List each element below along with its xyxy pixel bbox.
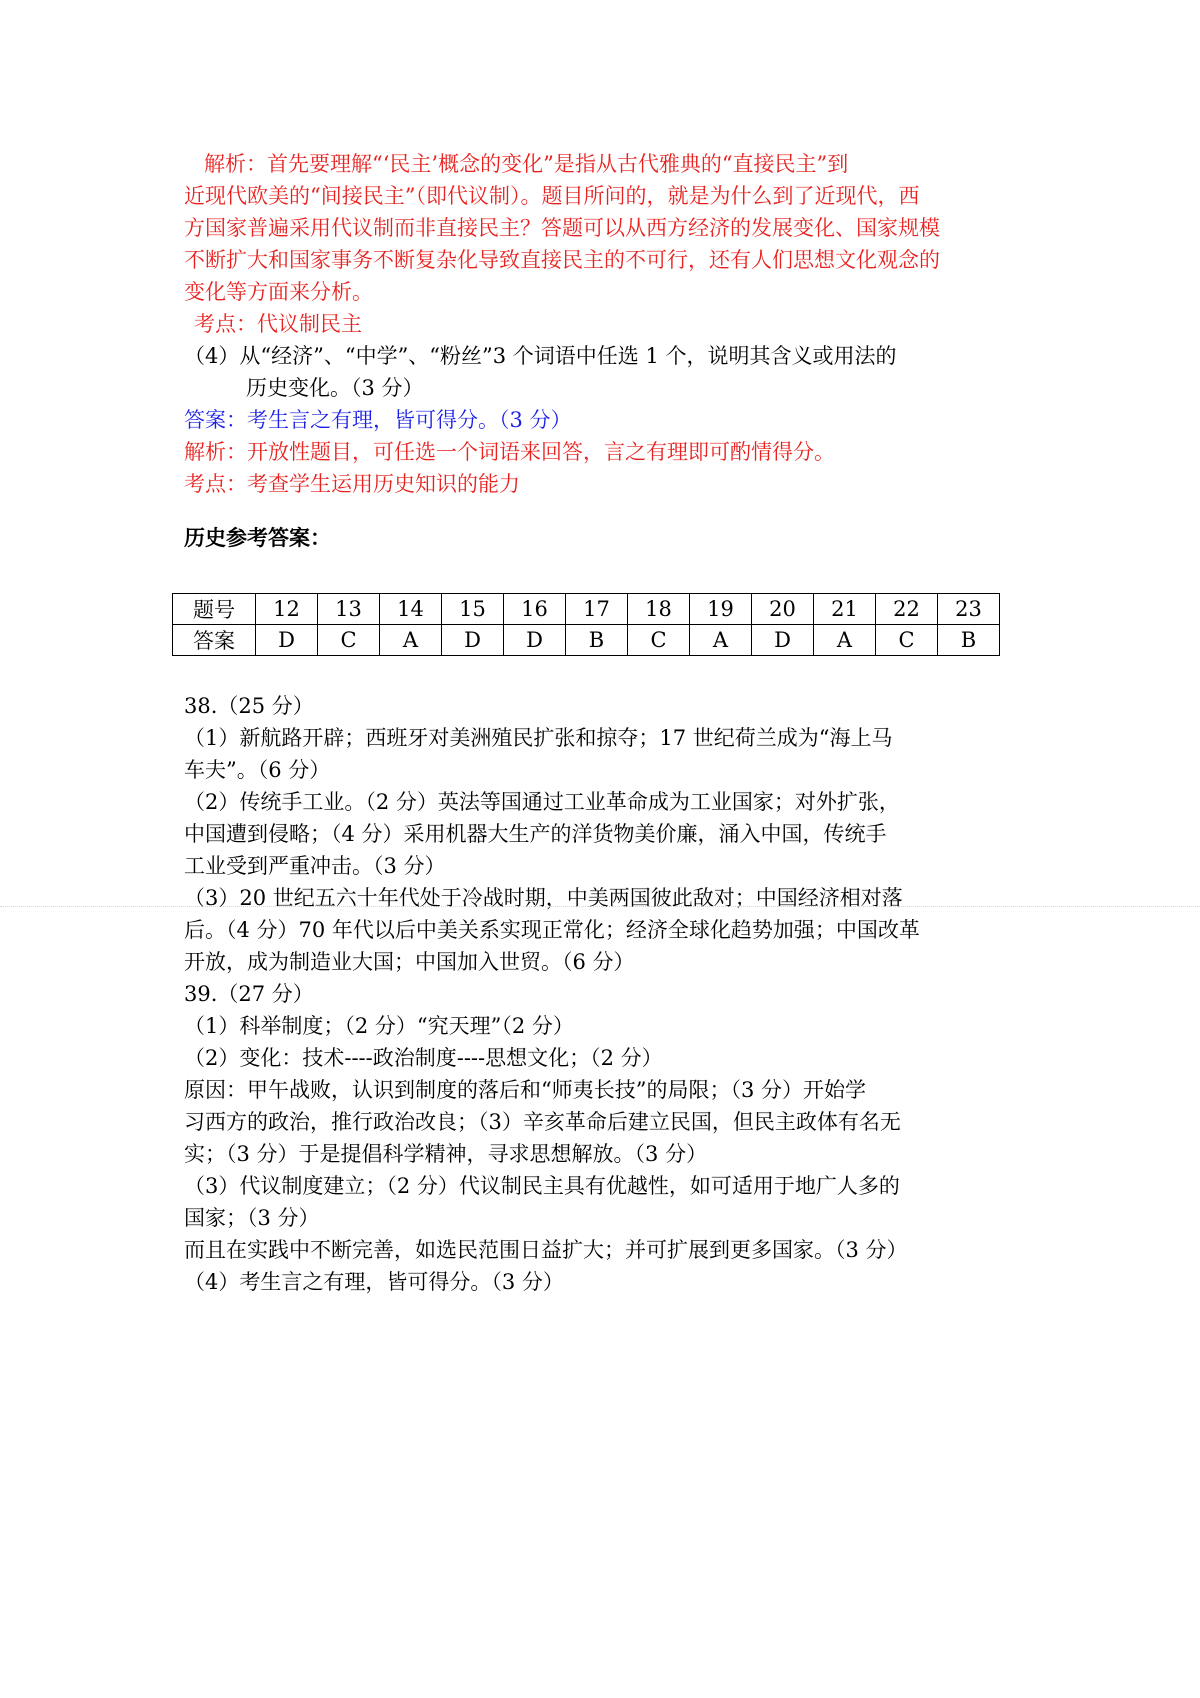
question-number-cell: 13 (318, 594, 380, 625)
question-number-cell: 17 (566, 594, 628, 625)
answer-key-heading: 历史参考答案： (184, 526, 331, 550)
q39-line: （1）科举制度；（2 分）“究天理”（2 分） (184, 1014, 574, 1038)
table-row (173, 625, 1000, 656)
answer-cell: A (690, 625, 752, 656)
question-number-cell: 19 (690, 594, 752, 625)
answer-cell: C (876, 625, 938, 656)
analysis-line: 方国家普遍采用代议制而非直接民主？答题可以从西方经济的发展变化、国家规模 (184, 216, 940, 240)
answer-cell: B (566, 625, 628, 656)
q39-line: 39.（27 分） (184, 982, 314, 1006)
q39-line: 国家；（3 分） (184, 1206, 320, 1230)
q39-line: 原因：甲午战败，认识到制度的落后和“师夷长技”的局限；（3 分）开始学 (184, 1078, 867, 1102)
table-row (173, 594, 1000, 625)
question-4 (184, 340, 1027, 500)
question-number-cell: 21 (814, 594, 876, 625)
question-number-cell: 23 (938, 594, 1000, 625)
page-divider (0, 906, 1200, 907)
kaodian-label: 考点：代议制民主 (194, 312, 362, 336)
answer-cell: A (814, 625, 876, 656)
q38-line: （1）新航路开辟；西班牙对美洲殖民扩张和掠夺；17 世纪荷兰成为“海上马 (184, 726, 893, 750)
q38-line: （2）传统手工业。（2 分）英法等国通过工业革命成为工业国家；对外扩张， (184, 790, 900, 814)
answer-cell: D (442, 625, 504, 656)
analysis-line: 不断扩大和国家事务不断复杂化导致直接民主的不可行，还有人们思想文化观念的 (184, 248, 940, 272)
answer-cell: D (752, 625, 814, 656)
q38-line: 中国遭到侵略；（4 分）采用机器大生产的洋货物美价廉，涌入中国，传统手 (184, 822, 887, 846)
q38-line: 38.（25 分） (184, 694, 314, 718)
analysis-line: 近现代欧美的“间接民主”（即代议制）。题目所问的，就是为什么到了近现代，西 (184, 184, 920, 208)
q39-line: 而且在实践中不断完善，如选民范围日益扩大；并可扩展到更多国家。（3 分） (184, 1238, 908, 1262)
question-4-line-1: （4）从“经济”、“中学”、“粉丝”3 个词语中任选 1 个，说明其含义或用法的 (184, 344, 897, 368)
question-4-kaodian: 考点：考查学生运用历史知识的能力 (184, 472, 520, 496)
q38-line: 工业受到严重冲击。（3 分） (184, 854, 446, 878)
answer-cell: D (504, 625, 566, 656)
question-4-analysis: 解析：开放性题目，可任选一个词语来回答，言之有理即可酌情得分。 (184, 440, 835, 464)
question-number-cell: 15 (442, 594, 504, 625)
answer-cell: C (318, 625, 380, 656)
q39-line: （3）代议制度建立；（2 分）代议制民主具有优越性，如可适用于地广人多的 (184, 1174, 900, 1198)
answer-cell: B (938, 625, 1000, 656)
row-label-answers: 答案 (173, 625, 256, 656)
answer-cell: D (256, 625, 318, 656)
q39-line: （2）变化：技术----政治制度----思想文化；（2 分） (184, 1046, 663, 1070)
question-number-cell: 12 (256, 594, 318, 625)
q38-line: 后。（4 分）70 年代以后中美关系实现正常化；经济全球化趋势加强；中国改革 (184, 918, 920, 942)
q39-line: 实；（3 分）于是提倡科学精神，寻求思想解放。（3 分） (184, 1142, 708, 1166)
analysis-paragraph (184, 148, 1027, 340)
question-number-cell: 20 (752, 594, 814, 625)
q39-line: 习西方的政治，推行政治改良；（3）辛亥革命后建立民国，但民主政体有名无 (184, 1110, 901, 1134)
question-number-cell: 18 (628, 594, 690, 625)
q38-line: （3）20 世纪五六十年代处于冷战时期，中美两国彼此敌对；中国经济相对落 (184, 886, 903, 910)
answer-cell: C (628, 625, 690, 656)
analysis-line: 变化等方面来分析。 (184, 280, 373, 304)
question-39 (184, 978, 1027, 1298)
q39-line: （4）考生言之有理，皆可得分。（3 分） (184, 1270, 564, 1294)
analysis-line: 解析：首先要理解“‘民主’概念的变化”是指从古代雅典的“直接民主”到 (204, 152, 849, 176)
question-38 (184, 690, 1027, 978)
question-4-line-2: 历史变化。（3 分） (246, 376, 424, 400)
question-number-cell: 22 (876, 594, 938, 625)
question-4-answer: 答案：考生言之有理，皆可得分。（3 分） (184, 408, 572, 432)
question-number-cell: 16 (504, 594, 566, 625)
question-number-cell: 14 (380, 594, 442, 625)
answer-table (172, 593, 1000, 656)
answer-cell: A (380, 625, 442, 656)
q38-line: 车夫”。（6 分） (184, 758, 331, 782)
q38-line: 开放，成为制造业大国；中国加入世贸。（6 分） (184, 950, 635, 974)
row-label-numbers: 题号 (173, 594, 256, 625)
